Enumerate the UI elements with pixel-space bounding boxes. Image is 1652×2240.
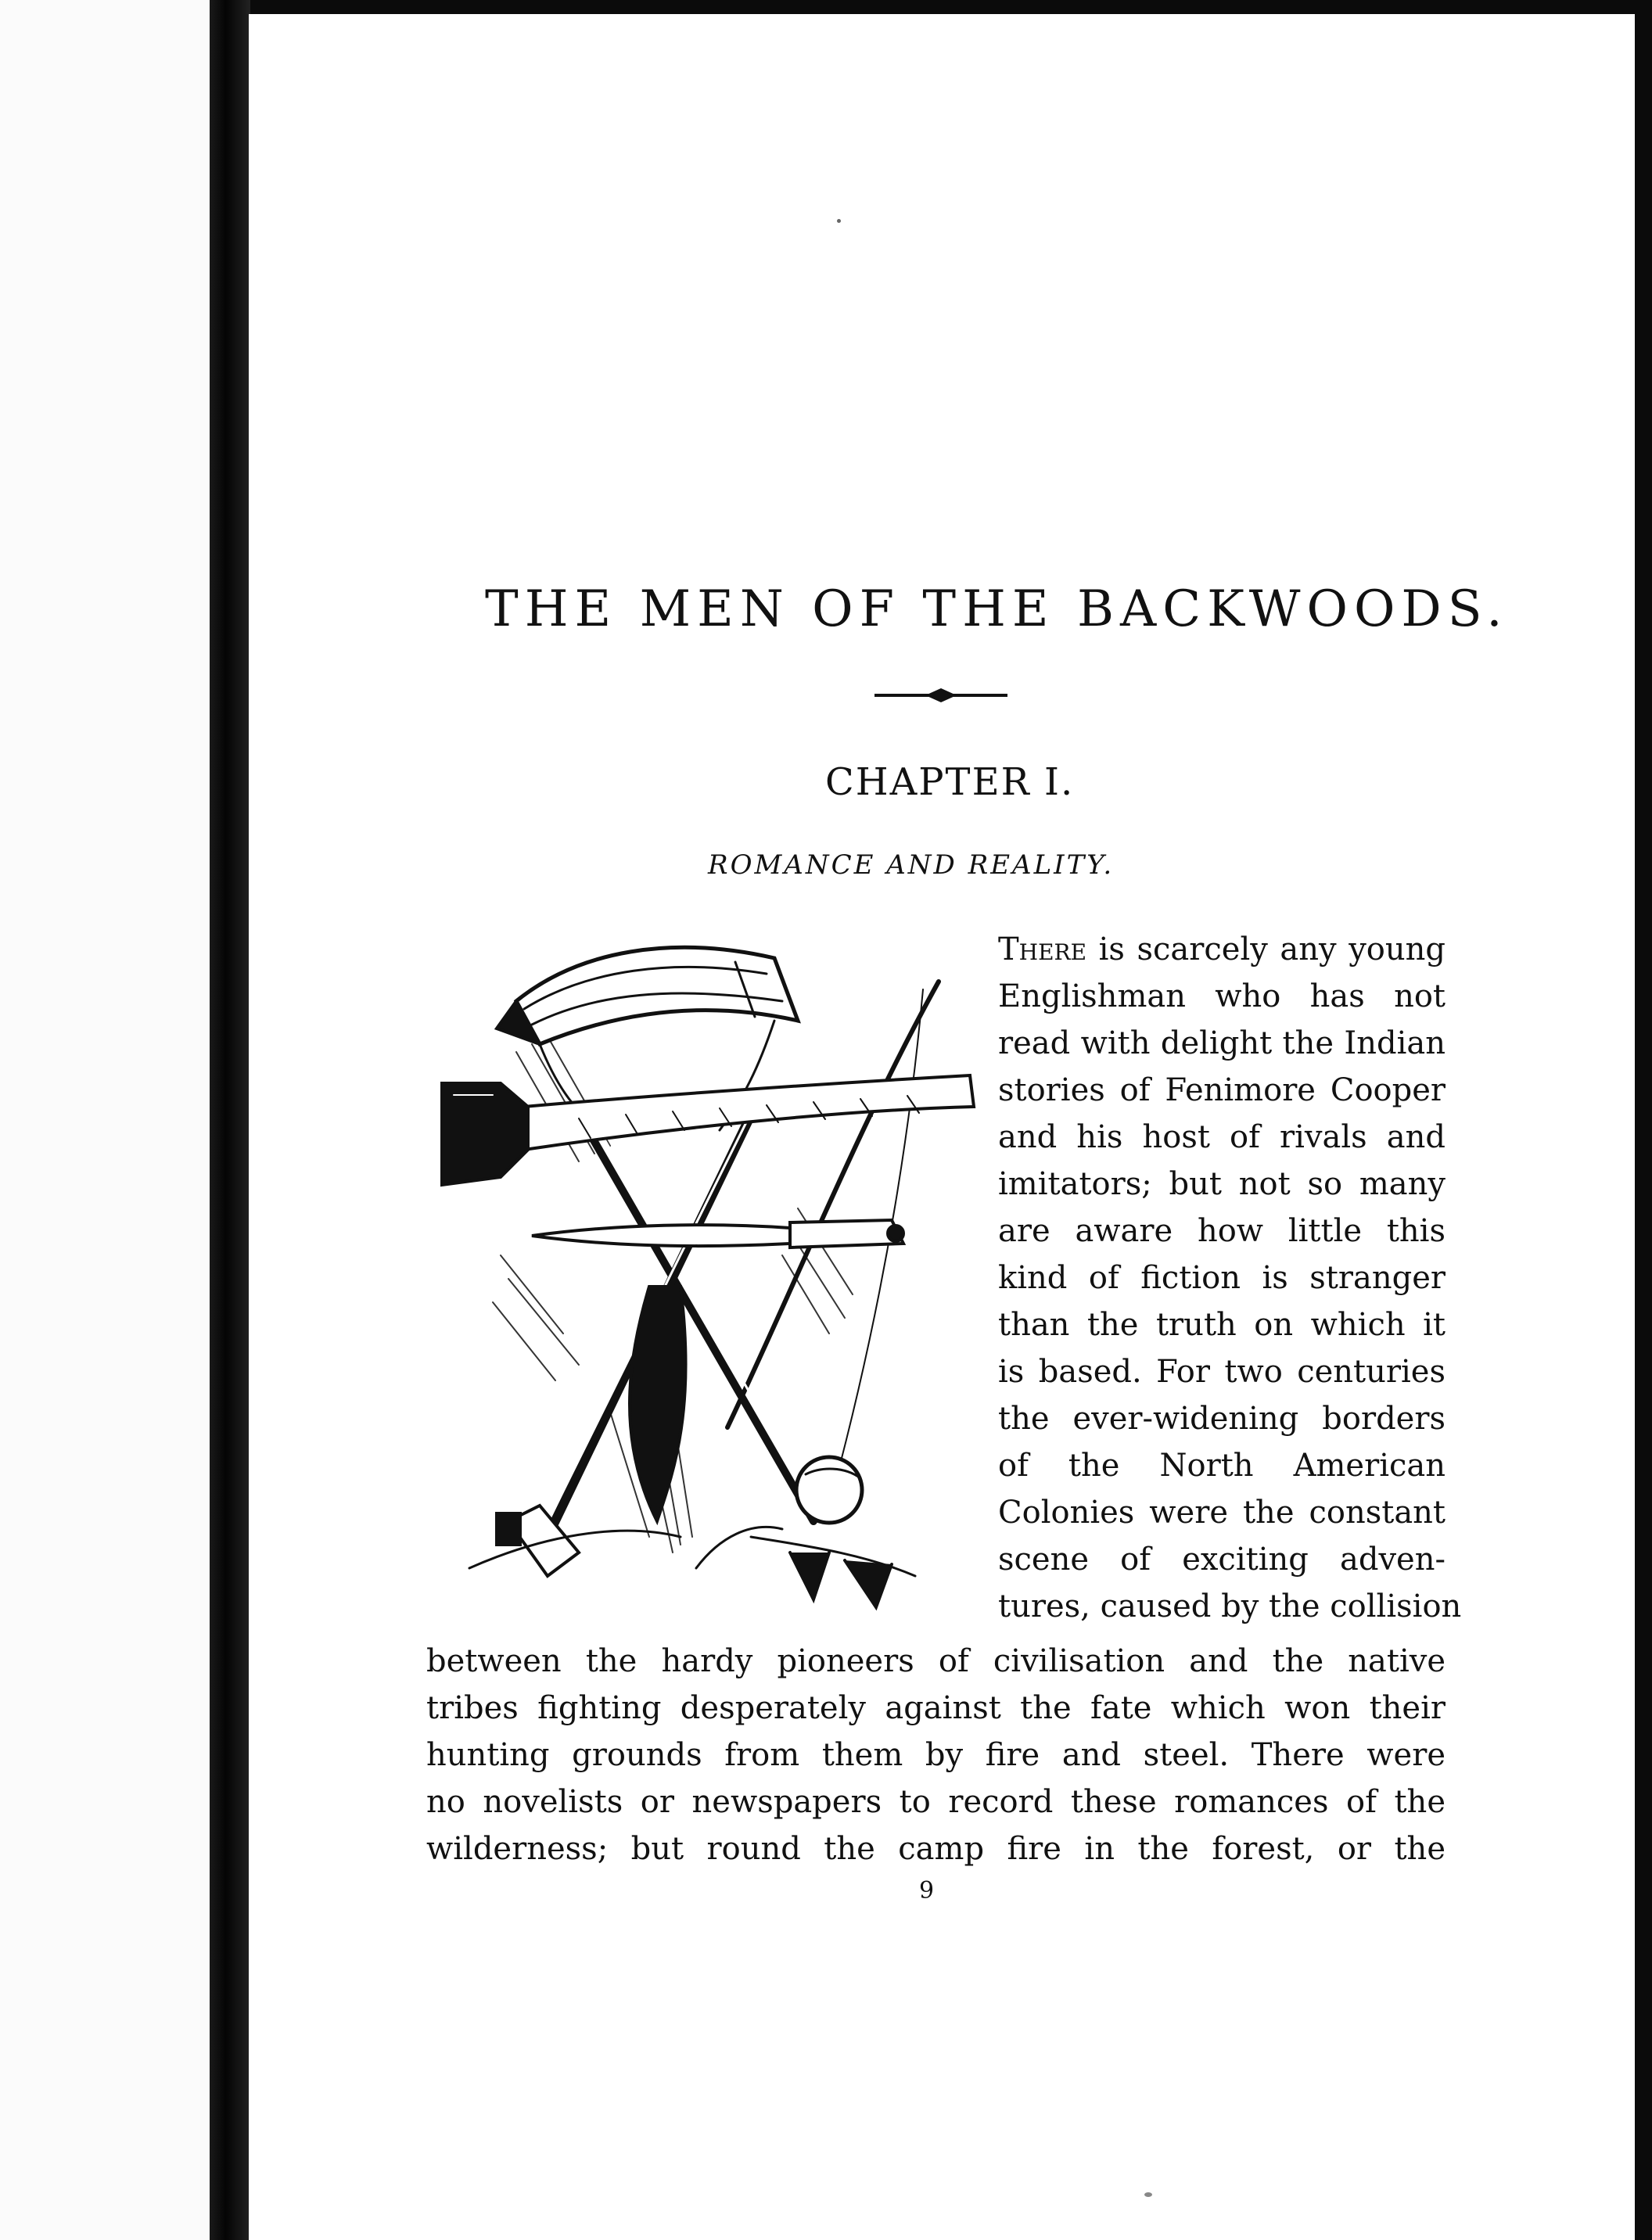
book-title: THE MEN OF THE BACKWOODS. — [485, 580, 1509, 638]
title-rule-ornament-icon — [874, 684, 1007, 707]
body-line — [998, 931, 1446, 968]
body-line: read with delight the Indian — [998, 1025, 1446, 1061]
page-number: 9 — [919, 1877, 935, 1904]
body-line: is based. For two centuries — [998, 1354, 1446, 1390]
body-line: tribes fighting desperately against the fate which won their — [426, 1690, 1446, 1726]
body-line: and his host of rivals and — [998, 1119, 1446, 1155]
body-line: are aware how little this — [998, 1213, 1446, 1249]
body-line: imitators; but not so many — [998, 1166, 1446, 1202]
body-line: Colonies were the constant — [998, 1495, 1446, 1531]
body-line: no novelists or newspapers to record these romances of the — [426, 1784, 1446, 1820]
body-line: hunting grounds from them by fire and steel. There were — [426, 1737, 1446, 1773]
body-line: between the hardy pioneers of civilisation and the native — [426, 1643, 1446, 1679]
body-line: than the truth on which it — [998, 1307, 1446, 1343]
body-line: of the North American — [998, 1448, 1446, 1484]
chapter-number: CHAPTER I. — [825, 760, 1075, 804]
body-line-text: is scarcely any young — [1086, 932, 1446, 967]
body-line: stories of Fenimore Cooper — [998, 1072, 1446, 1108]
book-gutter — [210, 0, 250, 2240]
chapter-title: ROMANCE AND REALITY. — [708, 849, 1115, 881]
body-line: tures, caused by the collision — [998, 1588, 1462, 1624]
body-line: Englishman who has not — [998, 978, 1446, 1014]
left-page-edge — [0, 0, 210, 2240]
frontier-weapons-illustration — [422, 927, 993, 1631]
body-line: scene of exciting adven- — [998, 1542, 1446, 1578]
drop-cap-word: There — [998, 932, 1087, 967]
body-line: the ever-widening borders — [998, 1401, 1446, 1437]
paper-speck — [837, 219, 841, 223]
body-line: wilderness; but round the camp fire in the forest, or the — [426, 1831, 1446, 1867]
paper-speck — [1144, 2192, 1152, 2197]
body-line: kind of fiction is stranger — [998, 1260, 1446, 1296]
